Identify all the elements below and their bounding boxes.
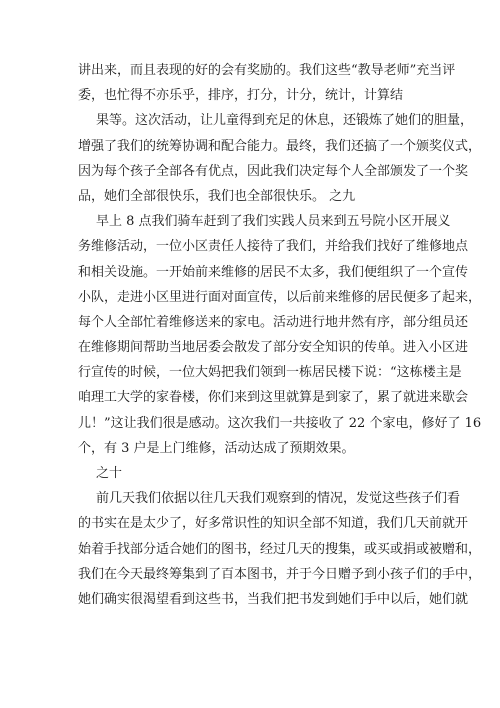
text-line: 委，也忙得不亦乐乎，排序，打分，计分，统计，计算结: [78, 88, 404, 104]
text-line: 和相关设施。一开始前来维修的居民不太多，我们便组织了一个宣传: [78, 264, 469, 280]
section-heading: 之十: [96, 466, 123, 481]
text-line: 的书实在是太少了，好多常识性的知识全部不知道，我们几天前就开: [78, 516, 469, 532]
text-line: 始着手找部分适合她们的图书，经过几天的搜集，或买或捐或被赠和，: [78, 541, 482, 557]
text-line: 增强了我们的统筹协调和配合能力。最终，我们还搞了一个颁奖仪式，: [78, 138, 482, 154]
body-text: [78, 58, 482, 612]
text-line: 我们在今天最终筹集到了百本图书，并于今日赠予到小孩子们的手中，: [78, 566, 482, 582]
text-line: 因为每个孩子全部各有优点，因此我们决定每个人全部颁发了一个奖: [78, 163, 469, 179]
text-line: 每个人全部忙着维修送来的家电。活动进行地井然有序，部分组员还: [78, 314, 469, 330]
text-line: 她们确实很渴望看到这些书，当我们把书发到她们手中以后，她们就: [78, 591, 469, 607]
text-line: 务维修活动，一位小区责任人接待了我们，并给我们找好了维修地点: [78, 239, 469, 255]
text-line: 行宣传的时候，一位大妈把我们领到一栋居民楼下说：“这栋楼主是: [78, 365, 462, 381]
text-line: 早上 8 点我们骑车赶到了我们实践人员来到五号院小区开展义: [96, 214, 451, 230]
text-line: 前几天我们依据以往几天我们观察到的情况，发觉这些孩子们看: [96, 491, 461, 507]
text-line: 品，她们全部很快乐，我们也全部很快乐。 之九: [78, 188, 356, 204]
text-line: 讲出来，而且表现的好的会有奖励的。我们这些“教导老师”充当评: [78, 63, 456, 78]
text-line: 咱理工大学的家眷楼，你们来到这里就算是到家了，累了就进来歇会: [78, 390, 469, 406]
text-line: 儿！”这让我们很是感动。这次我们一共接收了 22 个家电，修好了 16: [78, 415, 482, 431]
text-line: 个，有 3 户是上门维修，活动达成了预期效果。: [78, 440, 355, 456]
text-line: 在维修期间帮助当地居委会散发了部分安全知识的传单。进入小区进: [78, 340, 469, 356]
text-line: 果等。这次活动，让儿童得到充足的休息，还锻炼了她们的胆量，: [96, 113, 474, 129]
text-line: 小队，走进小区里进行面对面宣传，以后前来维修的居民便多了起来，: [78, 289, 482, 305]
